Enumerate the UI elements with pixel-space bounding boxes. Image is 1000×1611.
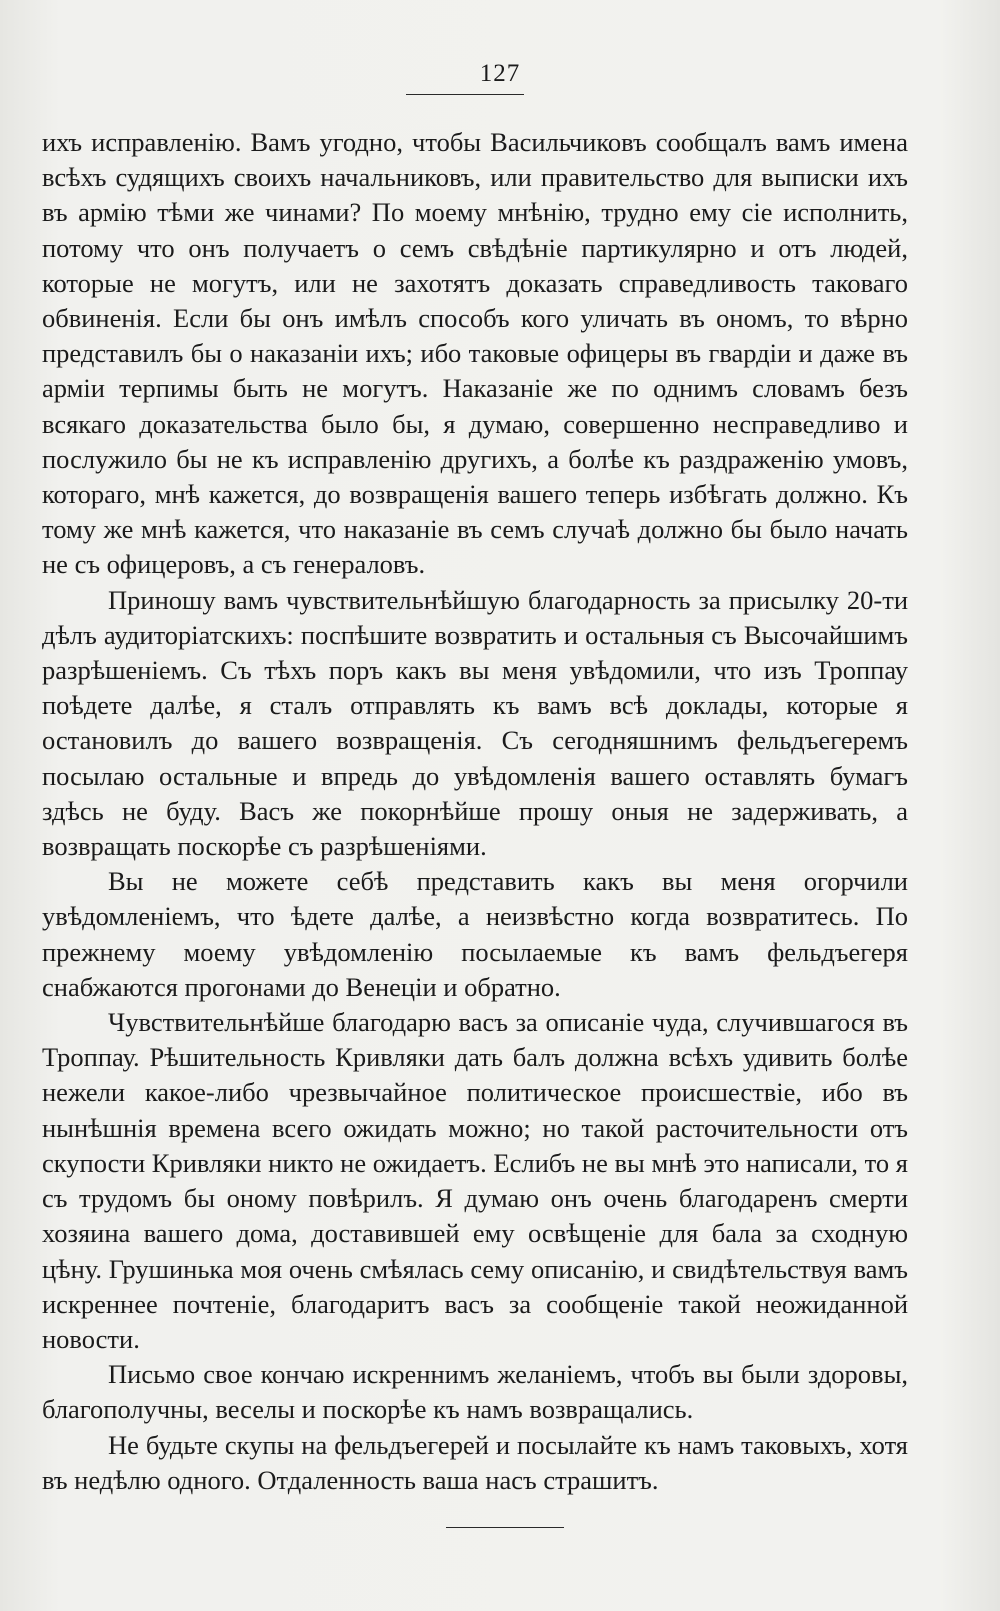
body-text xyxy=(42,125,908,1498)
paragraph-1: ихъ исправленію. Вамъ угодно, чтобы Васильчиковъ сообщалъ вамъ имена всѣхъ судящихъ своихъ начальниковъ, или правительство для выписки ихъ въ армію тѣми же чинами? По моему мнѣнію, трудно ему сіе исполнить, потому что онъ получаетъ о семъ свѣдѣніе партикулярно и отъ людей, которые не могутъ, или не захотятъ доказать справедливость таковаго обвиненія. Если бы онъ имѣлъ способъ кого уличать въ ономъ, то вѣрно представилъ бы о наказаніи ихъ; ибо таковые офицеры въ гвардіи и даже въ арміи терпимы быть не могутъ. Наказаніе же по однимъ словамъ безъ всякаго доказательства было бы, я думаю, совершенно несправедливо и послужило бы не къ исправленію другихъ, а болѣе къ раздраженію умовъ, котораго, мнѣ кажется, до возвращенія вашего теперь избѣгать должно. Къ тому же мнѣ кажется, что наказаніе въ семъ случаѣ должно бы было начать не съ офицеровъ, а съ генераловъ. xyxy=(42,127,908,580)
paragraph-5: Письмо свое кончаю искреннимъ желаніемъ, чтобъ вы были здоровы, благополучны, веселы и поскорѣе къ намъ возвращались. xyxy=(42,1359,908,1425)
page-number: 127 xyxy=(479,60,521,87)
paragraph-2: Приношу вамъ чувствительнѣйшую благодарность за присылку 20-ти дѣлъ аудиторіатскихъ: поспѣшите возвратить и остальныя съ Высочайшимъ разрѣшеніемъ. Съ тѣхъ поръ какъ вы меня увѣдомили, что изъ Троппау поѣдете далѣе, я сталъ отправлять къ вамъ всѣ доклады, которые я остановилъ до вашего возвращенія. Съ сегодняшнимъ фельдъегеремъ посылаю остальные и впредь до увѣдомленія вашего оставлять бумагъ здѣсь не буду. Васъ же покорнѣйше прошу оныя не задерживать, а возвращать поскорѣе съ разрѣшеніями. xyxy=(42,584,908,862)
paragraph-3: Вы не можете себѣ представить какъ вы меня огорчили увѣдомленіемъ, что ѣдете далѣе, а неизвѣстно когда возвратитесь. По прежнему моему увѣдомленію посылаемые къ вамъ фельдъегеря снабжаются прогонами до Венеціи и обратно. xyxy=(42,866,908,1002)
paragraph-6: Не будьте скупы на фельдъегерей и посылайте къ намъ таковыхъ, хотя въ недѣлю одного. Отдаленность ваша насъ страшитъ. xyxy=(42,1429,908,1495)
paragraph-4: Чувствительнѣйше благодарю васъ за описаніе чуда, случившагося въ Троппау. Рѣшительность Кривляки дать балъ должна всѣхъ удивить болѣе нежели какое-либо чрезвычайное политическое происшествіе, ибо въ нынѣшнія времена всего ожидать можно; но такой расточительности отъ скупости Кривляки никто не ожидаетъ. Еслибъ не вы мнѣ это написали, то я съ трудомъ бы оному повѣрилъ. Я думаю онъ очень благодаренъ смерти хозяина вашего дома, доставившей ему освѣщеніе для бала за сходную цѣну. Грушинька моя очень смѣялась сему описанію, и свидѣтельствуя вамъ искреннее почтеніе, благодаритъ васъ за сообщеніе такой неожиданной новости. xyxy=(42,1007,908,1354)
end-rule xyxy=(446,1527,564,1528)
header-rule xyxy=(406,94,524,95)
